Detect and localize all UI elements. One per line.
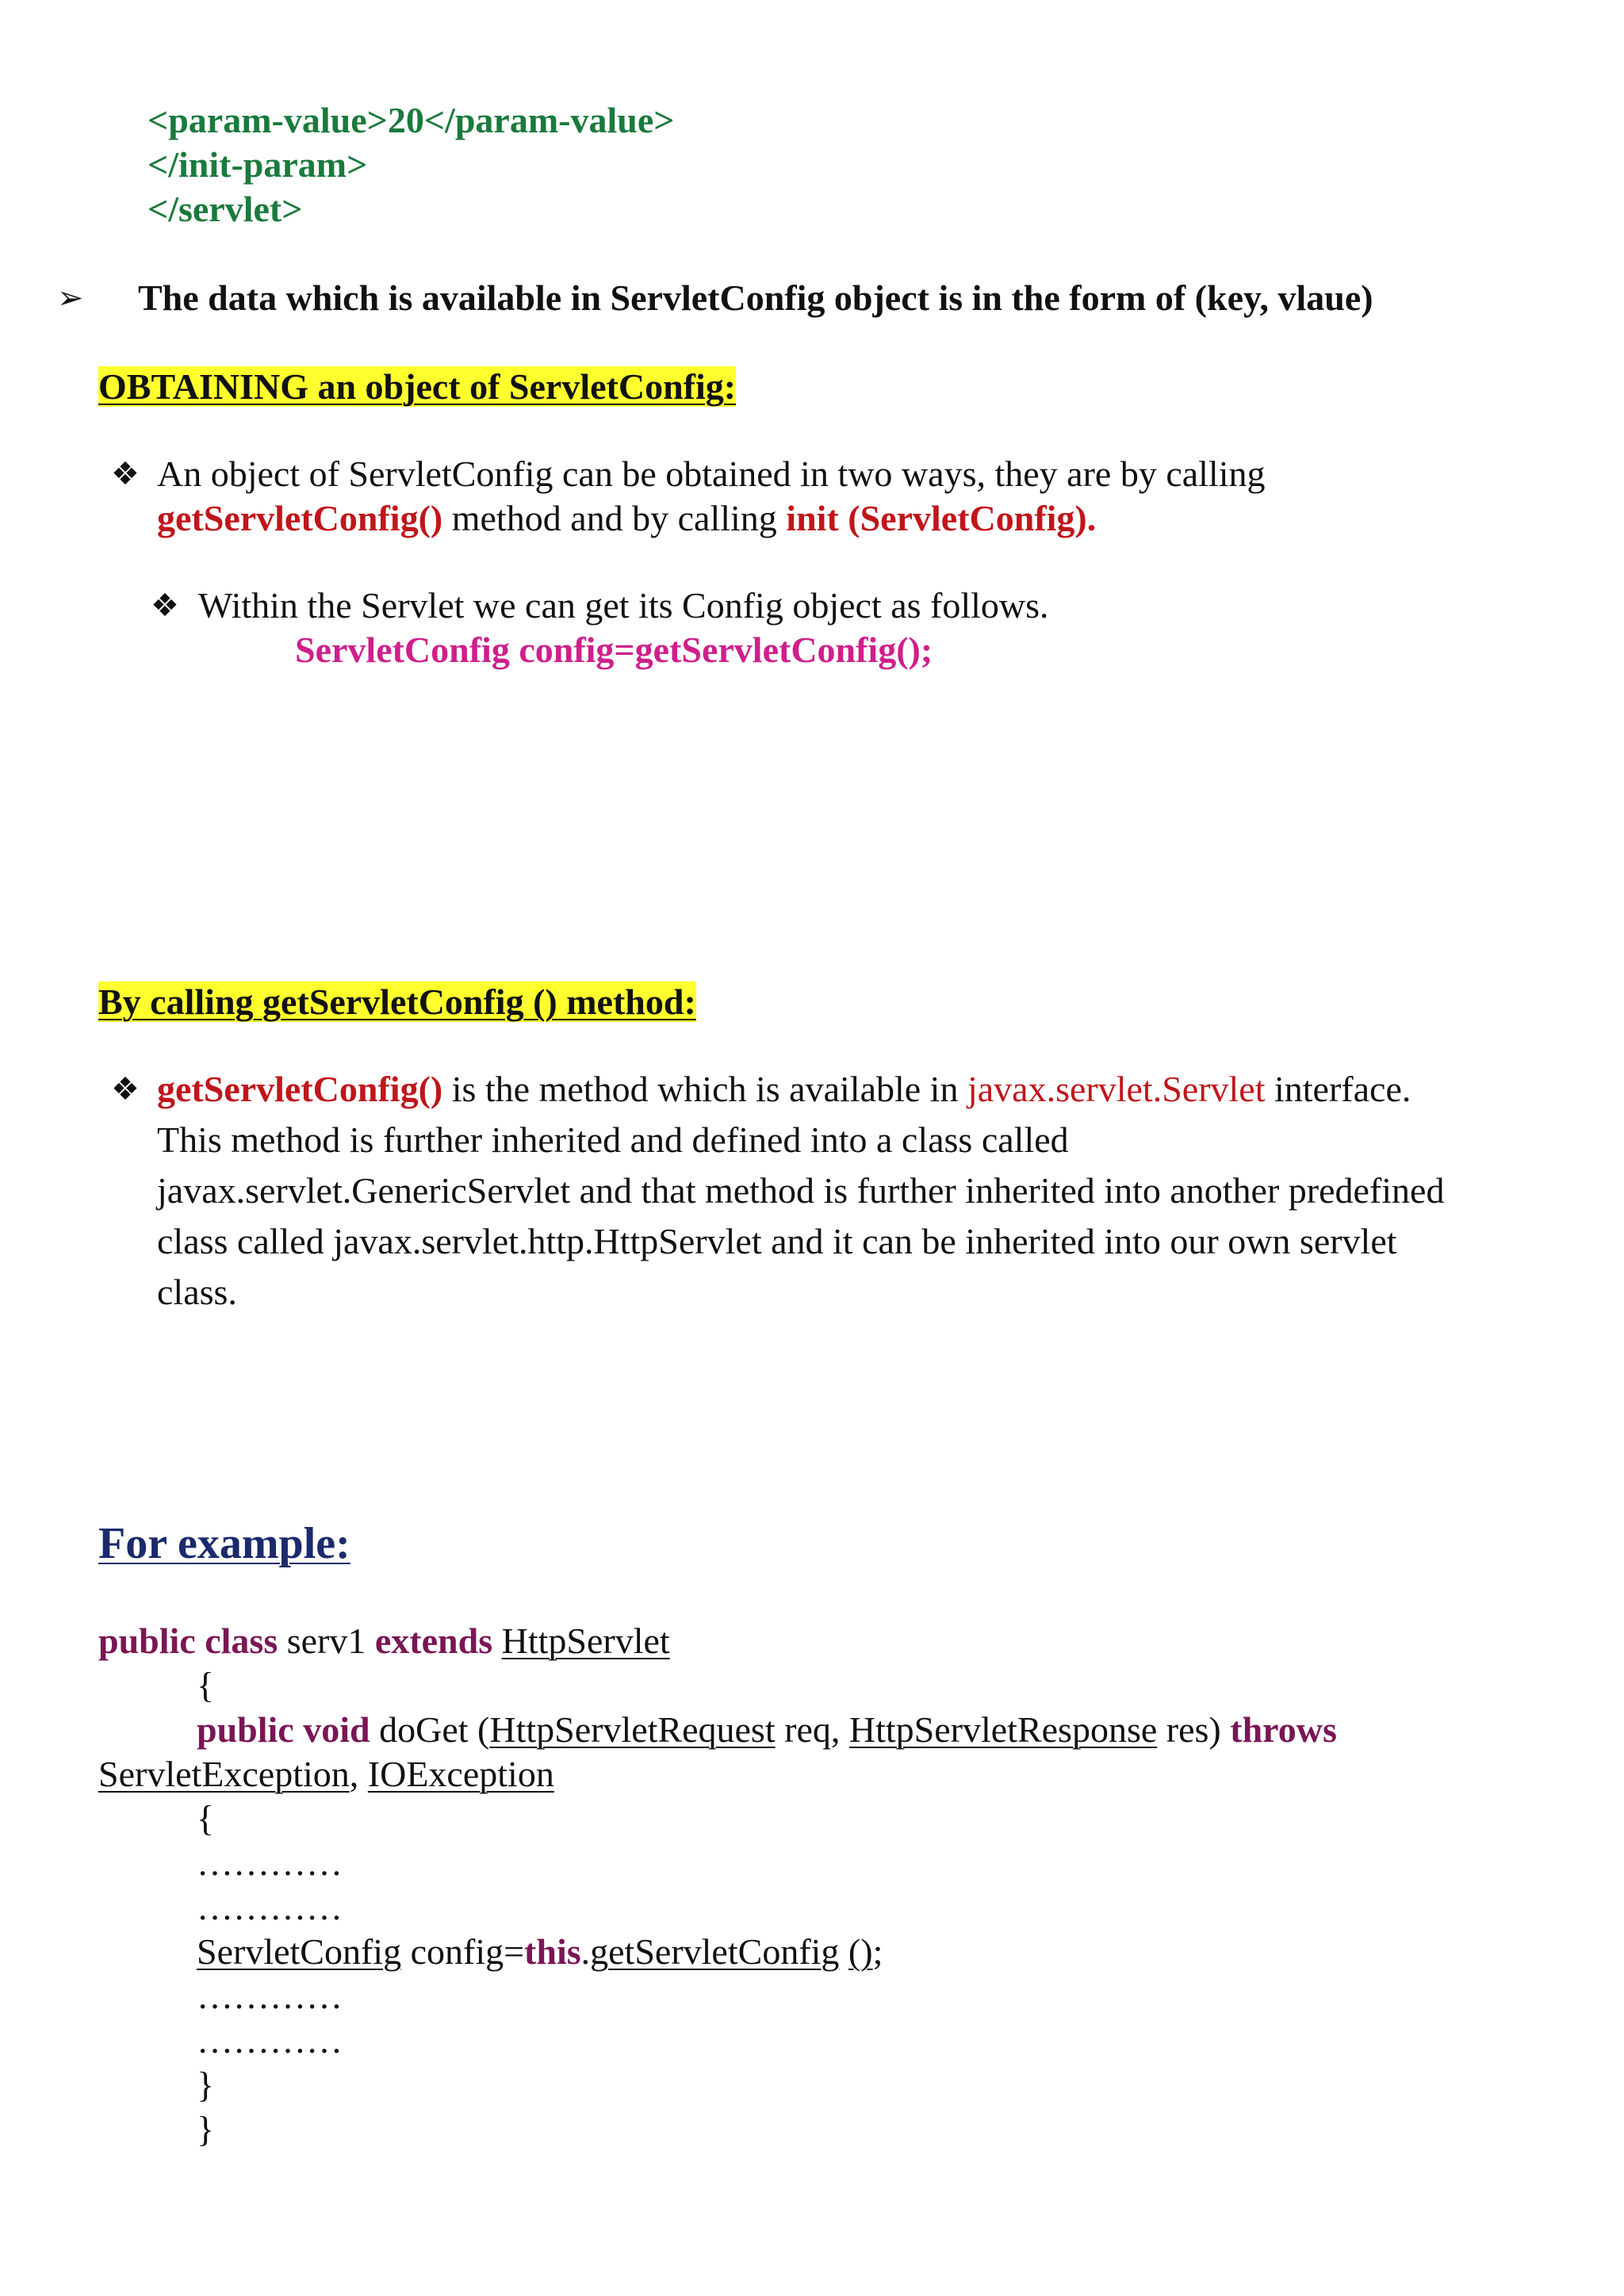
code-class-name: serv1 [278,1621,375,1661]
code-type: ServletException [98,1754,350,1794]
code-brace: } [197,2109,215,2149]
code-brace: } [197,2064,215,2105]
code-method-call: getServletConfig [590,1931,840,1972]
heading-obtaining-text: OBTAINING an object of ServletConfig: [98,366,737,407]
code-dot: . [580,1931,591,1972]
xml-init-param-close-line: </init-param> [147,144,368,185]
code-semicolon: ; [872,1931,883,1972]
heading-example: For example: [98,1519,350,1568]
code-keyword: extends [374,1621,493,1661]
heading-calling [98,980,696,1024]
diamond-bullet-icon: ❖ [111,456,140,492]
calling-line1-mid: is the method which is available in [442,1069,967,1109]
code-space [839,1931,848,1972]
getservletconfig-method-ref: getServletConfig() [157,498,443,538]
code-type: HttpServletResponse [848,1709,1158,1750]
xml-servlet-close-line: </servlet> [147,189,303,229]
code-param: res) [1157,1709,1231,1750]
code-method-name: doGet ( [370,1709,490,1750]
within-code: ServletConfig config=getServletConfig(); [295,629,933,670]
code-ellipsis: ………… [197,1843,343,1883]
code-ellipsis: ………… [197,1976,343,2016]
code-type: HttpServletRequest [489,1709,776,1750]
obtain-line2-mid: method and by calling [442,498,787,538]
code-keyword: public class [98,1621,278,1661]
arrow-bullet-icon: ➢ [57,280,84,316]
calling-line1-end: interface. [1265,1069,1411,1109]
code-keyword: throws [1230,1709,1337,1750]
calling-line3: javax.servlet.GenericServlet and that method is further inherited into another predefined [157,1170,1445,1211]
obtain-line2 [157,496,1096,541]
calling-line2: This method is further inherited and defined into a class called [157,1119,1069,1160]
getservletconfig-method-ref: getServletConfig() [157,1069,443,1109]
code-ellipsis: ………… [197,1887,343,1927]
code-config-line [197,1930,883,1974]
code-parent-class: HttpServlet [501,1621,670,1661]
heading-calling-text: By calling getServletConfig () method: [98,982,696,1022]
diamond-bullet-icon: ❖ [151,587,179,624]
calling-line1 [157,1067,1411,1112]
code-keyword: this [524,1931,581,1972]
within-text: Within the Servlet we can get its Config object as follows. [198,585,1049,626]
servlet-interface-ref: javax.servlet.Servlet [967,1069,1266,1109]
code-method-decl [197,1708,1337,1752]
note-text: The data which is available in ServletConfig object is in the form of (key, vlaue) [138,277,1373,318]
code-space [492,1621,502,1661]
obtain-line1: An object of ServletConfig can be obtained in two ways, they are by calling [157,453,1266,494]
code-ellipsis: ………… [197,2020,343,2061]
xml-param-value-line: <param-value>20</param-value> [147,100,675,140]
code-exceptions [98,1752,554,1797]
code-config-mid: config= [401,1931,525,1972]
init-method-ref: init (ServletConfig). [786,498,1097,538]
heading-obtaining [98,365,736,409]
diamond-bullet-icon: ❖ [111,1071,140,1108]
code-class-decl [98,1619,670,1663]
code-type: ServletConfig [197,1931,402,1972]
code-brace: { [197,1665,215,1705]
code-brace: { [197,1798,215,1839]
calling-line4: class called javax.servlet.http.HttpServlet and it can be inherited into our own servlet [157,1221,1397,1261]
code-comma: , [349,1754,368,1794]
calling-line5: class. [157,1272,237,1312]
code-param: req, [775,1709,849,1750]
code-type: IOException [367,1754,554,1794]
code-paren: () [848,1931,873,1972]
code-keyword: public void [197,1709,370,1750]
